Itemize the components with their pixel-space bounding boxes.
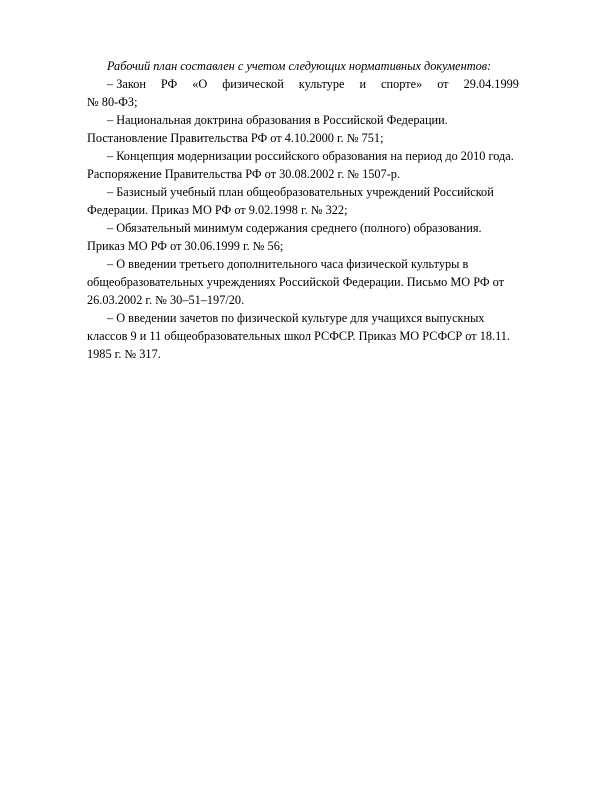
- word: РФ: [160, 77, 178, 91]
- list-item: [87, 147, 539, 183]
- word: спорте»: [381, 77, 423, 91]
- list-item: [87, 111, 539, 147]
- word: «О: [192, 77, 208, 91]
- justified-line: [107, 75, 519, 93]
- list-item-line: 1985 г. № 317.: [87, 347, 161, 361]
- list-item: [87, 219, 539, 255]
- list-item-line: Постановление Правительства РФ от 4.10.2000 г. № 751;: [87, 131, 384, 145]
- list-item-line: Распоряжение Правительства РФ от 30.08.2002 г. № 1507-р.: [87, 167, 401, 181]
- list-item-line: – Базисный учебный план общеобразовательных учреждений Российской: [107, 185, 494, 199]
- list-item-line: 26.03.2002 г. № 30–51–197/20.: [87, 293, 245, 307]
- word: физической: [222, 77, 284, 91]
- list-item-line: общеобразовательных учреждениях Российской Федерации. Письмо МО РФ от: [87, 275, 504, 289]
- word: и: [359, 77, 367, 91]
- document-body: [87, 57, 539, 363]
- regulations-list: [87, 75, 539, 363]
- list-item-line: – О введении зачетов по физической культуре для учащихся выпускных: [107, 311, 485, 325]
- list-item-line: – Национальная доктрина образования в Российской Федерации.: [107, 113, 448, 127]
- word: культуре: [298, 77, 345, 91]
- list-item-line: № 80-ФЗ;: [87, 95, 138, 109]
- list-item-line: классов 9 и 11 общеобразовательных школ РСФСР. Приказ МО РСФСР от 18.11.: [87, 329, 510, 343]
- list-item-line: – О введении третьего дополнительного часа физической культуры в: [107, 257, 469, 271]
- list-item-line: – Концепция модернизации российского образования на период до 2010 года.: [107, 149, 514, 163]
- list-item-line: [87, 75, 539, 93]
- word: от: [437, 77, 449, 91]
- word: – Закон: [107, 77, 146, 91]
- intro-paragraph: Рабочий план составлен с учетом следующих нормативных документов:: [107, 59, 492, 73]
- list-item-line: Приказ МО РФ от 30.06.1999 г. № 56;: [87, 239, 284, 253]
- word: 29.04.1999: [463, 77, 519, 91]
- list-item-line: – Обязательный минимум содержания среднего (полного) образования.: [107, 221, 482, 235]
- list-item: [87, 255, 539, 309]
- list-item-line: Федерации. Приказ МО РФ от 9.02.1998 г. № 322;: [87, 203, 348, 217]
- list-item: [87, 183, 539, 219]
- list-item: [87, 75, 539, 111]
- list-item: [87, 309, 539, 363]
